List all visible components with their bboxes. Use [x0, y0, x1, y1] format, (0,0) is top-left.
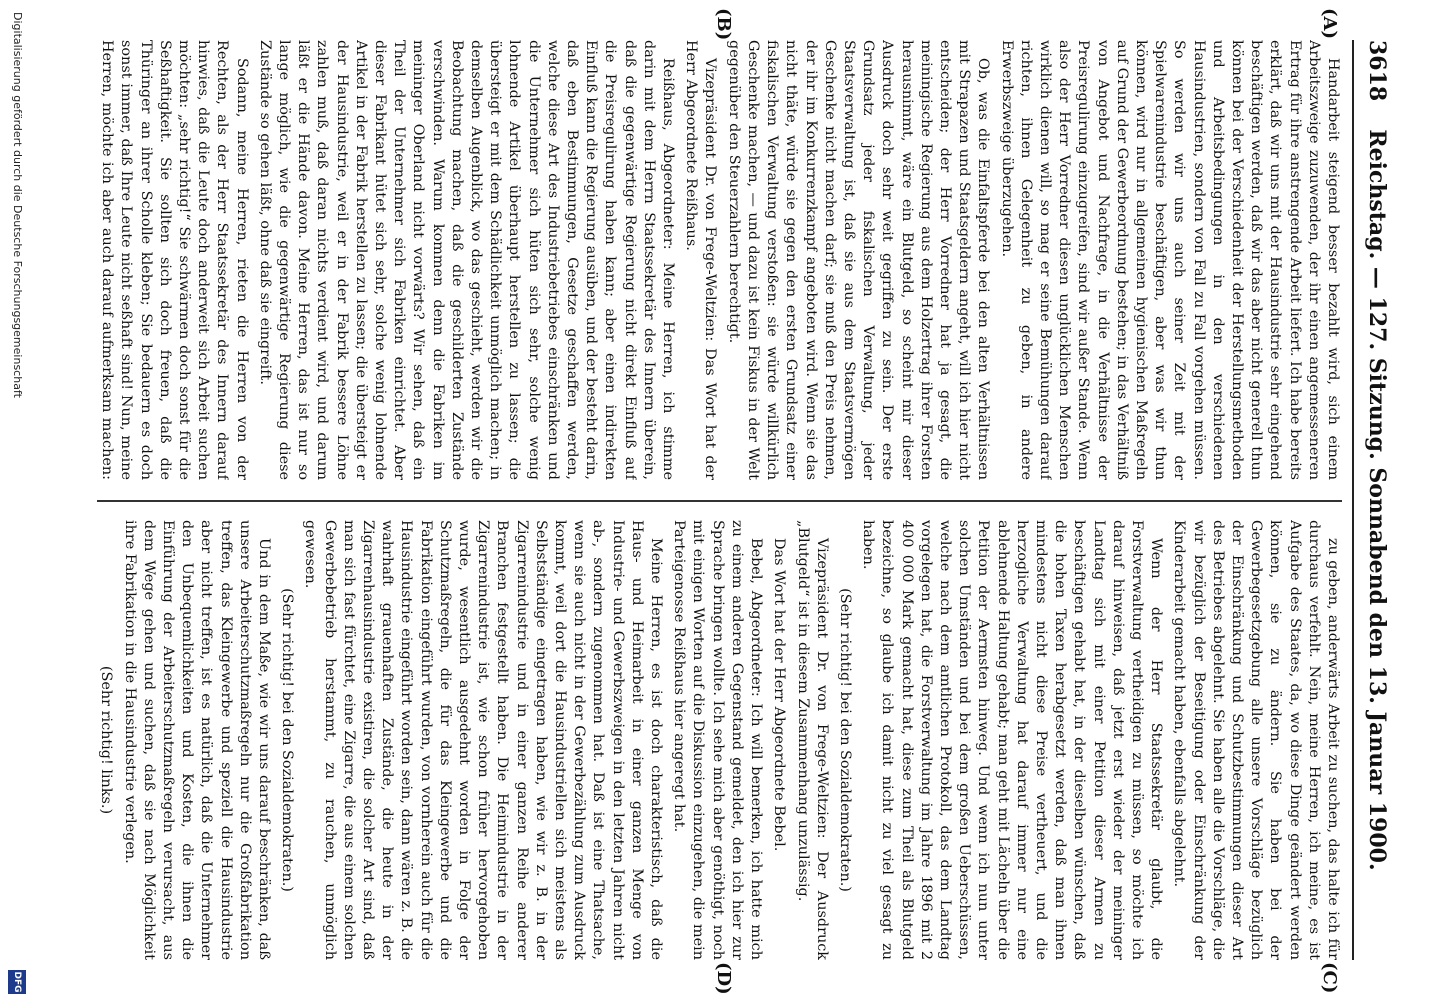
- running-title: Reichstag. — 127. Sitzung. Sonnabend den 13. Januar 1900.: [1364, 129, 1390, 871]
- column-divider: [97, 500, 1342, 502]
- paragraph: Reißhaus, Abgeordneter: Meine Herren, ich stimme darin mit dem Herrn Staatssekretär des Innern überein, daß die gegenwärtige Regierung nicht direkt Einfluß auf die Preisregulirung haben kann; aber einen indirekten Einfluß kann die Regierung ausüben, und der besteht darin, daß eben Bestimmungen, Gesetze geschaffen werden, welche diese Art des Industriebetriebes einschränken und die Unternehmer sich hüten sich sehr, solche wenig lohnende Artikel überhaupt herstellen zu lassen; die übersteigt er mit dem Schädlichkeit unmöglich machen; in demselben Augenblick, wo das geschieht, werden wir die Beobachtung machen, daß die geschilderten Zustände verschwinden. Warum kommen denn die Fabriken im meininger Oberland nicht vorwärts? Wir sehen, daß ein Theil der Unternehmer sich Fabriken einrichtet. Aber dieser Fabrikant hütet sich sehr, solche wenig lohnende Artikel in der Fabrik herstellen zu lassen; die übersteigt er der Hausindustrie, weil er in der Fabrik bessere Löhne zahlen muß, daß daran nichts verdient wird, und darum läßt er die Hände davon. Meine Herren, das ist nur so lange möglich, wie die gegenwärtige Regierung diese Zustände so gehen läßt, ohne daß sie eingreift.: [256, 40, 677, 480]
- header-rule: [1352, 40, 1354, 960]
- paragraph: zu geben, anderwärts Arbeit zu suchen, das halte ich für durchaus verfehlt. Nein, meine Herren, ich meine, es ist Aufgabe des Staates, da, wo diese Dinge geändert werden können, sie zu ändern. Sie haben bei der Gewerbegesetzgebung alle unsere Vorschläge bezüglich der Einschränkung und Schutzbestimmungen dieser Art des Betriebes abgelehnt. Sie haben alle die Vorschläge, die wir bezüglich der Beseitigung oder Einschränkung der Kinderarbeit gemacht haben, ebenfalls abgelehnt.: [1171, 520, 1341, 960]
- margin-marker-b: (B): [713, 8, 734, 41]
- left-column: [97, 40, 1342, 480]
- page-header: [1350, 40, 1390, 960]
- paragraph: Und in dem Maße, wie wir uns darauf beschränken, daß unsere Arbeiterschutzmaßregeln nur die Großfabrikation treffen, das Kleingewerbe und speziell die Hausindustrie aber nicht treffen, ist es natürlich, daß die Unternehmer den Unbequemlichkeiten und Kosten, die ihnen die Einführung der Arbeiterschutzmaßregeln verursacht, aus dem Wege gehen und suchen, daß sie nach Möglichkeit ihre Fabrikation in die Hausindustrie verlegen.: [121, 520, 273, 960]
- interjection: (Sehr richtig! bei den Sozialdemokraten.): [279, 588, 296, 892]
- paragraph: Meine Herren, es ist doch charakteristisch, daß die Haus- und Heimarbeit in einer ganzen Menge von Industrie- und Gewerbszweigen in den letzten Jahren nicht ab-, sondern zugenommen hat. Daß ist eine Thatsache, wenn sie auch nicht in der Gewerbezählung zum Ausdruck kommt, weil dort die Hausindustriellen sich meistens als Selbstständige eingetragen haben, wie wir z. B. in der Zigarrenindustrie und in einer ganzen Reihe anderer Branchen festgestellt haben. Die Heimindustrie in der Zigarrenindustrie ist, wie schon früher hervorgehoben wurde, wesentlich ausgedehnt worden in Folge der Schutzmaßregeln, die für das Kleingewerbe und die Fabrikation eingeführt wurden, von vornherein auch für die Hausindustrie eingeführt worden sein, dann wären z. B. die wahrhaft grauenhaften Zustände, die heute in der Zigarrenhausindustrie existiren, die solcher Art sind, daß man sich fast fürchtet, eine Zigarre, die aus einem solchen Gewerbebetrieb herstammt, zu rauchen, unmöglich gewesen.: [302, 520, 665, 960]
- right-column: [97, 520, 1342, 960]
- page-number: 3618: [1364, 40, 1390, 102]
- interjection: (Sehr richtig! bei den Sozialdemokraten.): [836, 588, 853, 892]
- paragraph: Ob, was die Einfaltspferde bei den alten Verhältnissen mit Strapazen und Staatsgeldern angeht, will ich hier nicht entscheiden; der Herr Vorredner hat ja gesagt, die meiningische Regierung aus dem Holzertrag ihrer Forsten herausnimmt, wäre ein Blutgeld, so scheint mir dieser Ausdruck doch sehr weit gegriffen zu sein. Der erste Grundsatz jeder fiskalischen Verwaltung, jeder Staatsverwaltung ist, daß sie aus dem Staatsvermögen Geschenke nicht machen darf; sie muß den Preis nehmen, der ihr im Konkurrenzkampf angeboten wird. Wenn sie das nicht thäte, würde sie gegen den ersten Grundsatz einer fiskalischen Verwaltung verstoßen: sie würde willkürlich Geschenke machen, — und dazu ist kein Fiskus in der Welt gegenüber den Steuerzahlern berechtigt.: [725, 40, 992, 480]
- margin-marker-d: (D): [713, 962, 734, 995]
- paragraph: Handarbeit steigend besser bezahlt wird, sich einem Arbeitszweige zuzuwenden, der ihr einen angemesseneren Ertrag für ihre anstrengende Arbeit liefert. Ich habe bereits erklärt, daß wir uns mit der Hausindustrie sehr eingehend beschäftigen werden, daß wir das aber nicht generell thun können bei der Verschiedenheit der Herstellungsmethoden und Arbeitsbedingungen in den verschiedenen Hausindustrien, sondern von Fall zu Fall vorgehen müssen. So werden wir uns auch seiner Zeit mit der Spielwarenindustrie beschäftigen, aber was wir thun können, wird nur in allgemeinen hygienischen Maßregeln auf Grund der Gewerbeordnung bestehen; in das Verhältniß von Angebot und Nachfrage, in die Verhältnisse der Preisregulirung einzugreifen, sind wir außer Stande. Wenn also der Herr Vorredner diesen unglücklichen Menschen wirklich dienen will, so mag er seine Bemühungen darauf richten, ihnen Gelegenheit zu geben, in andere Erwerbszweige überzugehen.: [998, 40, 1341, 480]
- paragraph: Wenn der Herr Staatssekretär glaubt, die Forstverwaltung vertheidigen zu müssen, so möchte ich darauf hinweisen, daß jetzt erst wieder der meininger Landtag sich mit einer Petition dieser Armen zu beschäftigen gehabt hat, in der dieselben wünschen, daß die hohen Taxen herabgesetzt werden, daß man ihnen mindestens nicht diese Preise vertheuert, und die herzogliche Verwaltung hat darauf immer nur eine ablehnende Haltung gehabt; man geht mit Lächeln über die Petition der Aermsten hinweg. Und wenn ich nun unter solchen Umständen und bei dem großen Ueberschüssen, welche nach dem amtlichen Protokoll, das dem Landtag vorgelegen hat, die Forstverwaltung im Jahre 1896 mit 2 400 000 Mark gemacht hat, diese zum Theil als Blutgeld bezeichne, so glaube ich damit nicht zu viel gesagt zu haben.: [860, 520, 1165, 960]
- speaker-announcement: Vizepräsident Dr. von Frege-Weltzien: Der Ausdruck „Blutgeld“ ist in diesem Zusammenhang unzulässig.: [794, 520, 830, 960]
- digitization-footer: [4, 0, 28, 1000]
- paragraph: Sodann, meine Herren, rieten die Herren von der Rechten, als der Herr Staatssekretär des Innern darauf hinwies, daß die Leute doch anderweit sich Arbeit suchen möchten: „sehr richtig!“ Sie schwärmen doch sonst für die Seßhaftigkeit. Sie sollten sich doch freuen, daß die Thüringer an ihrer Scholle kleben; Sie bedauern es doch sonst immer, daß Ihre Leute nicht seßhaft sind! Nun, meine Herren, möchte ich aber auch darauf aufmerksam machen:: [99, 40, 250, 480]
- speaker-announcement: Das Wort hat der Herr Abgeordnete Bebel.: [771, 538, 788, 852]
- paragraph: Bebel, Abgeordneter: Ich will bemerken, ich hatte mich zu einem anderen Gegenstand gemeldet, den ich hier zur Sprache bringen wollte. Ich sehe mich aber genöthigt, noch mit einigen Worten auf die Diskussion einzugehen, die mein Parteigenosse Reißhaus hier angeregt hat.: [671, 520, 765, 960]
- dfg-logo: DFG: [8, 970, 26, 994]
- margin-marker-a: (A): [1319, 8, 1340, 39]
- digitization-note: Digitalisierung gefördert durch die Deutsche Forschungsgemeinschaft: [11, 12, 24, 398]
- speaker-announcement: Vizepräsident Dr. von Frege-Weltzien: Das Wort hat der Herr Abgeordnete Reißhaus.: [683, 40, 719, 480]
- interjection: (Sehr richtig! links.): [98, 665, 115, 815]
- margin-marker-c: (C): [1319, 962, 1340, 994]
